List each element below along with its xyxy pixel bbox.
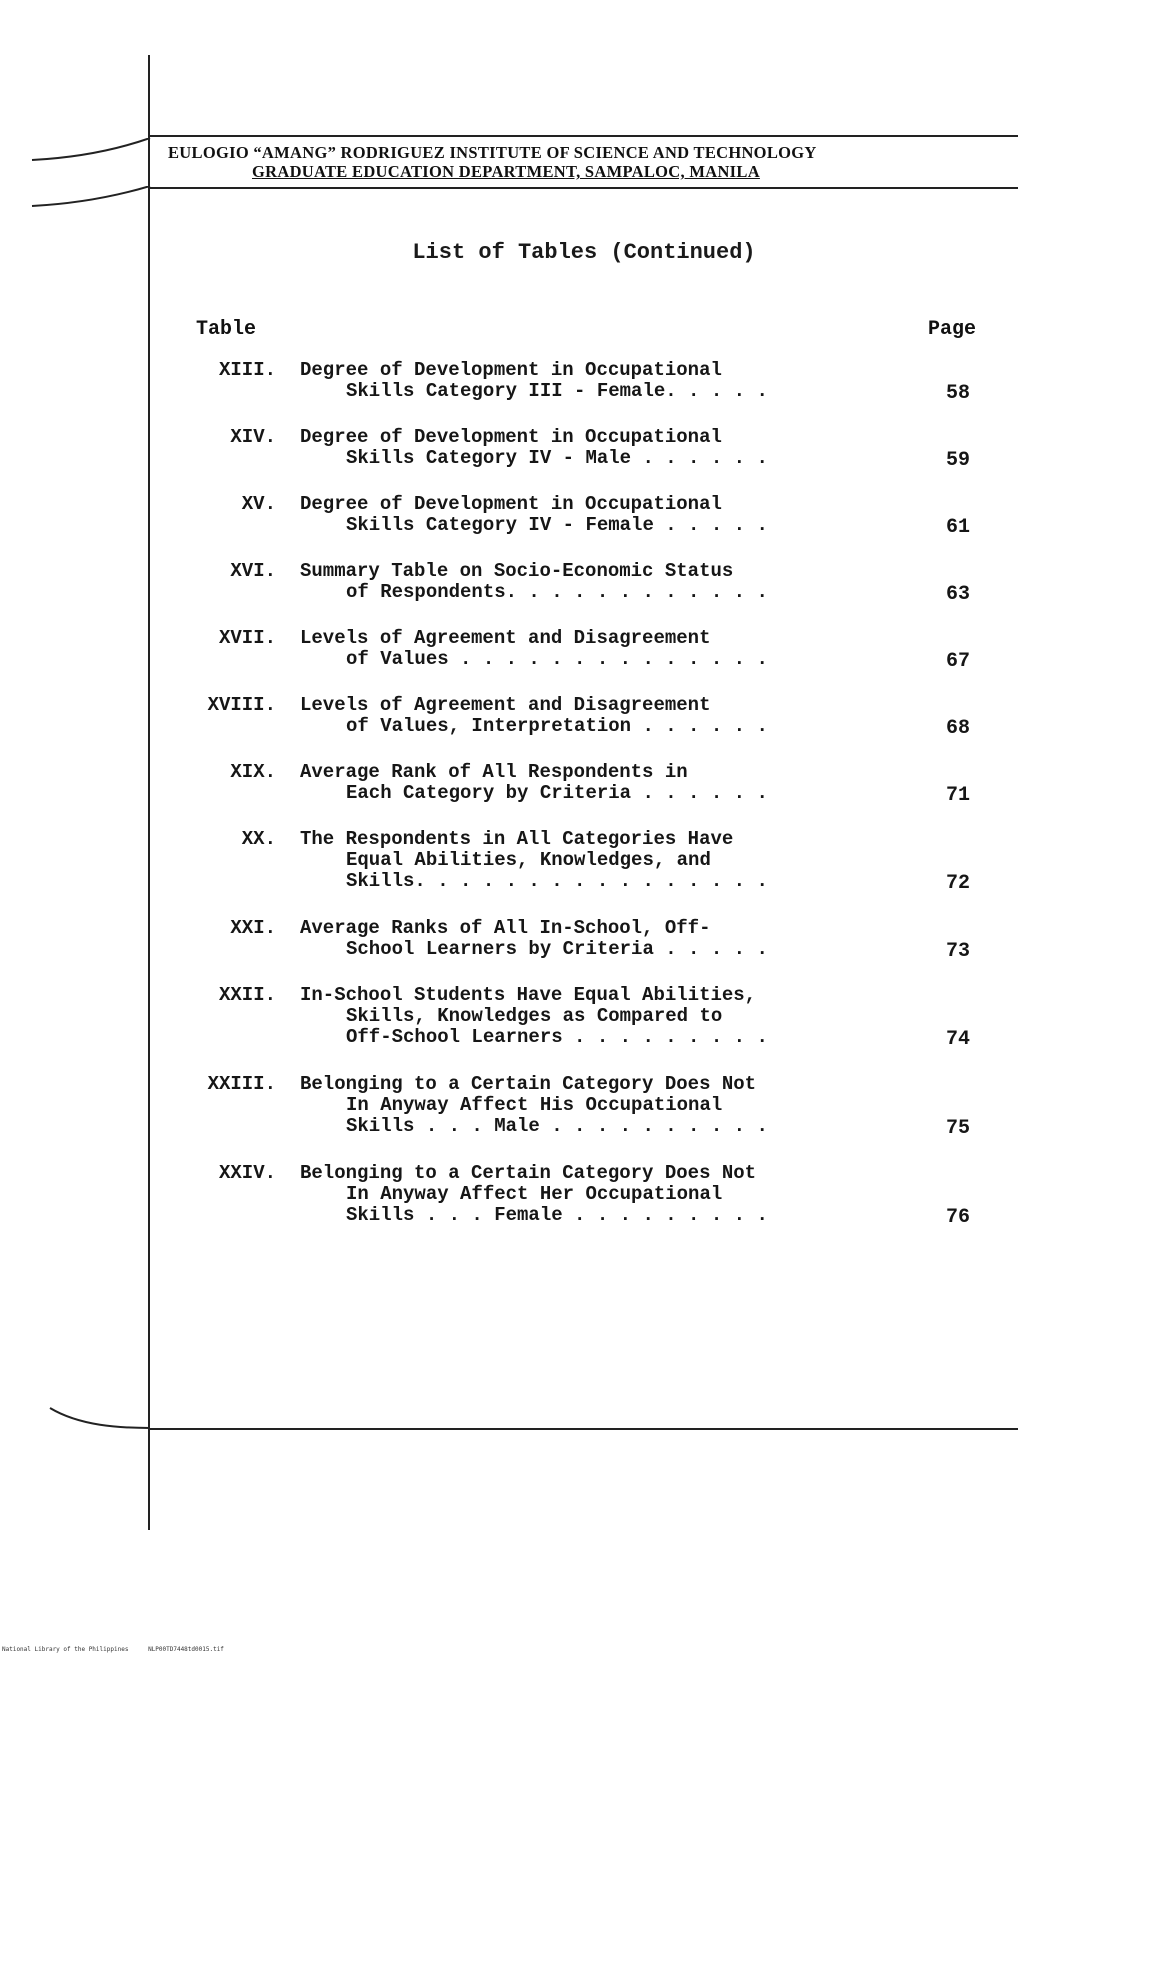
margin-curl-mark	[30, 1404, 152, 1434]
table-caption	[300, 985, 900, 1048]
library-credit: National Library of the Philippines	[2, 1646, 129, 1653]
table-caption	[300, 1074, 900, 1137]
table-number: XVII.	[218, 627, 276, 649]
caption-line: Each Category by Criteria . . . . . .	[346, 782, 768, 804]
table-caption	[300, 1163, 900, 1226]
header-bottom-rule	[148, 187, 1018, 189]
column-header-page: Page	[928, 318, 977, 341]
caption-line: Off-School Learners . . . . . . . . .	[346, 1026, 768, 1048]
caption-line: School Learners by Criteria . . . . .	[346, 938, 768, 960]
margin-curl-mark	[30, 186, 152, 216]
table-number: XXII.	[218, 984, 276, 1006]
page-number: 73	[946, 940, 971, 963]
caption-line: of Respondents. . . . . . . . . . . .	[346, 581, 768, 603]
table-caption	[300, 695, 900, 737]
caption-line: Average Ranks of All In-School, Off-	[300, 917, 711, 939]
page-number: 68	[946, 717, 971, 740]
caption-line: Skills . . . Female . . . . . . . . .	[346, 1204, 768, 1226]
page-number: 71	[946, 784, 971, 807]
page-number: 61	[946, 516, 971, 539]
table-caption	[300, 829, 900, 892]
left-margin-line	[148, 55, 150, 1530]
institution-name: EULOGIO “AMANG” RODRIGUEZ INSTITUTE OF SCIENCE AND TECHNOLOGY	[168, 143, 817, 162]
table-number: XVIII.	[207, 694, 276, 716]
footer-rule	[148, 1428, 1018, 1430]
department-name: GRADUATE EDUCATION DEPARTMENT, SAMPALOC, MANILA	[252, 162, 760, 181]
caption-line: Skills Category III - Female. . . . .	[346, 380, 768, 402]
table-caption	[300, 427, 900, 469]
caption-line: Belonging to a Certain Category Does Not	[300, 1162, 757, 1184]
caption-line: In-School Students Have Equal Abilities,	[300, 984, 757, 1006]
caption-line: Degree of Development in Occupational	[300, 493, 722, 515]
table-number: XIX.	[230, 761, 276, 783]
table-number: XVI.	[230, 560, 276, 582]
table-caption	[300, 762, 900, 804]
page-number: 74	[946, 1028, 971, 1051]
caption-line: Skills Category IV - Male . . . . . .	[346, 447, 768, 469]
table-caption	[300, 628, 900, 670]
column-header-table: Table	[196, 318, 257, 341]
caption-line: Degree of Development in Occupational	[300, 359, 722, 381]
margin-curl-mark	[30, 138, 152, 168]
page-number: 67	[946, 650, 971, 673]
caption-line: In Anyway Affect His Occupational	[346, 1094, 723, 1116]
page-number: 63	[946, 583, 971, 606]
page-number: 58	[946, 382, 971, 405]
caption-line: Skills, Knowledges as Compared to	[346, 1005, 723, 1027]
table-caption	[300, 561, 900, 603]
page-number: 76	[946, 1206, 971, 1229]
caption-line: Levels of Agreement and Disagreement	[300, 627, 711, 649]
caption-line: of Values, Interpretation . . . . . .	[346, 715, 768, 737]
caption-line: Levels of Agreement and Disagreement	[300, 694, 711, 716]
table-caption	[300, 918, 900, 960]
table-number: XV.	[241, 493, 276, 515]
caption-line: In Anyway Affect Her Occupational	[346, 1183, 723, 1205]
caption-line: Skills . . . Male . . . . . . . . . .	[346, 1115, 768, 1137]
caption-line: of Values . . . . . . . . . . . . . .	[346, 648, 768, 670]
table-number: XIII.	[218, 359, 276, 381]
caption-line: Equal Abilities, Knowledges, and	[346, 849, 711, 871]
table-number: XX.	[241, 828, 276, 850]
table-caption	[300, 360, 900, 402]
page-number: 59	[946, 449, 971, 472]
caption-line: Degree of Development in Occupational	[300, 426, 722, 448]
institution-header	[168, 143, 1008, 181]
caption-line: Skills Category IV - Female . . . . .	[346, 514, 768, 536]
caption-line: Average Rank of All Respondents in	[300, 761, 688, 783]
scan-footer	[2, 1646, 240, 1653]
table-number: XXI.	[230, 917, 276, 939]
table-number: XIV.	[230, 426, 276, 448]
header-top-rule	[148, 135, 1018, 137]
page-number: 75	[946, 1117, 971, 1140]
caption-line: Skills. . . . . . . . . . . . . . . .	[346, 870, 768, 892]
table-number: XXIV.	[218, 1162, 276, 1184]
table-caption	[300, 494, 900, 536]
caption-line: The Respondents in All Categories Have	[300, 828, 734, 850]
caption-line: Belonging to a Certain Category Does Not	[300, 1073, 757, 1095]
file-name: NLP00TD7448td0015.tif	[148, 1646, 224, 1653]
page-number: 72	[946, 872, 971, 895]
caption-line: Summary Table on Socio-Economic Status	[300, 560, 734, 582]
table-number: XXIII.	[207, 1073, 276, 1095]
page-title: List of Tables (Continued)	[412, 240, 756, 265]
